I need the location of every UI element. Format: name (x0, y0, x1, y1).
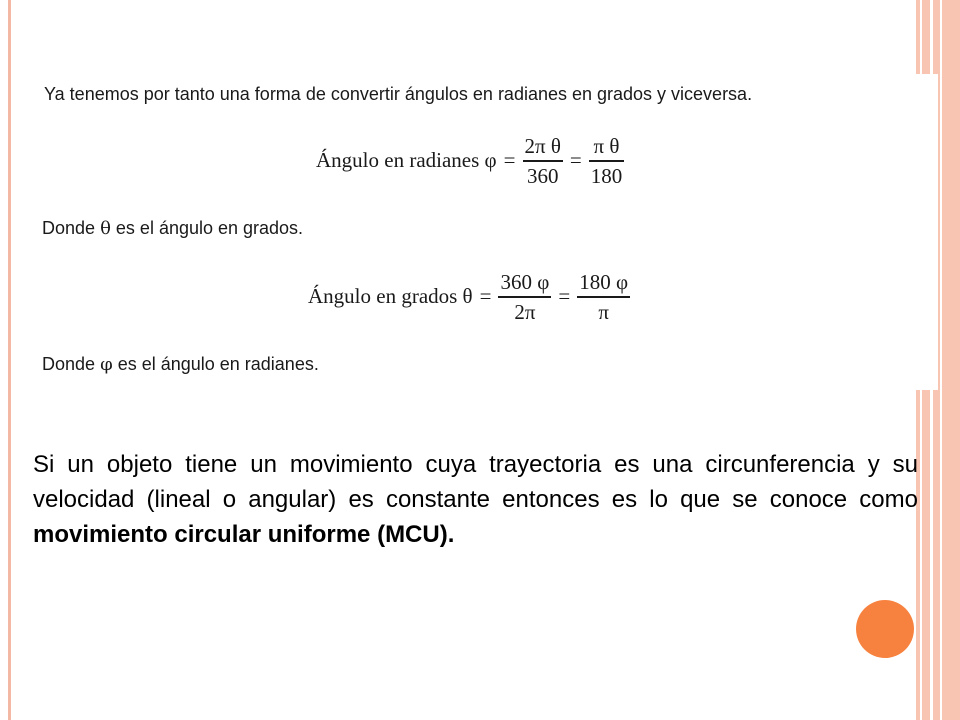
denominator: π (598, 299, 609, 324)
band-stripe (940, 0, 942, 720)
theta-symbol: θ (100, 218, 111, 239)
denominator: 2π (514, 299, 536, 324)
fraction (589, 132, 625, 190)
left-border-line (8, 0, 11, 720)
donde-theta-text (42, 218, 303, 239)
formula-grados (308, 268, 630, 326)
donde-suffix: es el ángulo en grados. (115, 218, 304, 238)
fraction (577, 268, 630, 326)
numerator: 360 φ (500, 270, 550, 294)
equals-sign: = (558, 284, 571, 309)
formula-image-panel (30, 74, 938, 390)
equals-sign: = (569, 148, 582, 173)
formula-radianes (316, 132, 624, 190)
formula-label: Ángulo en grados θ (308, 284, 473, 309)
intro-text: Ya tenemos por tanto una forma de convertir ángulos en radianes en grados y viceversa. (44, 84, 753, 104)
formula-label: Ángulo en radianes φ (316, 148, 497, 173)
numerator: π θ (593, 134, 620, 158)
fraction (498, 268, 551, 326)
paragraph-bold-term: movimiento circular uniforme (MCU). (33, 521, 455, 548)
equals-sign: = (479, 284, 492, 309)
numerator: 2π θ (524, 134, 561, 158)
donde-suffix: es el ángulo en radianes. (117, 354, 319, 374)
mcu-paragraph (33, 447, 918, 552)
donde-prefix: Donde (42, 354, 96, 374)
paragraph-text: Si un objeto tiene un movimiento cuya trayectoria es una circunferencia y su velocidad (lineal o angular) es constante entonces es lo que se conoce como (33, 451, 918, 513)
denominator: 360 (526, 163, 559, 188)
denominator: 180 (590, 163, 623, 188)
donde-prefix: Donde (42, 218, 96, 238)
numerator: 180 φ (579, 270, 629, 294)
donde-phi-text (42, 354, 319, 375)
equals-sign: = (503, 148, 516, 173)
fraction (523, 132, 563, 190)
phi-symbol: φ (100, 354, 113, 375)
orange-circle-decoration (856, 600, 914, 658)
